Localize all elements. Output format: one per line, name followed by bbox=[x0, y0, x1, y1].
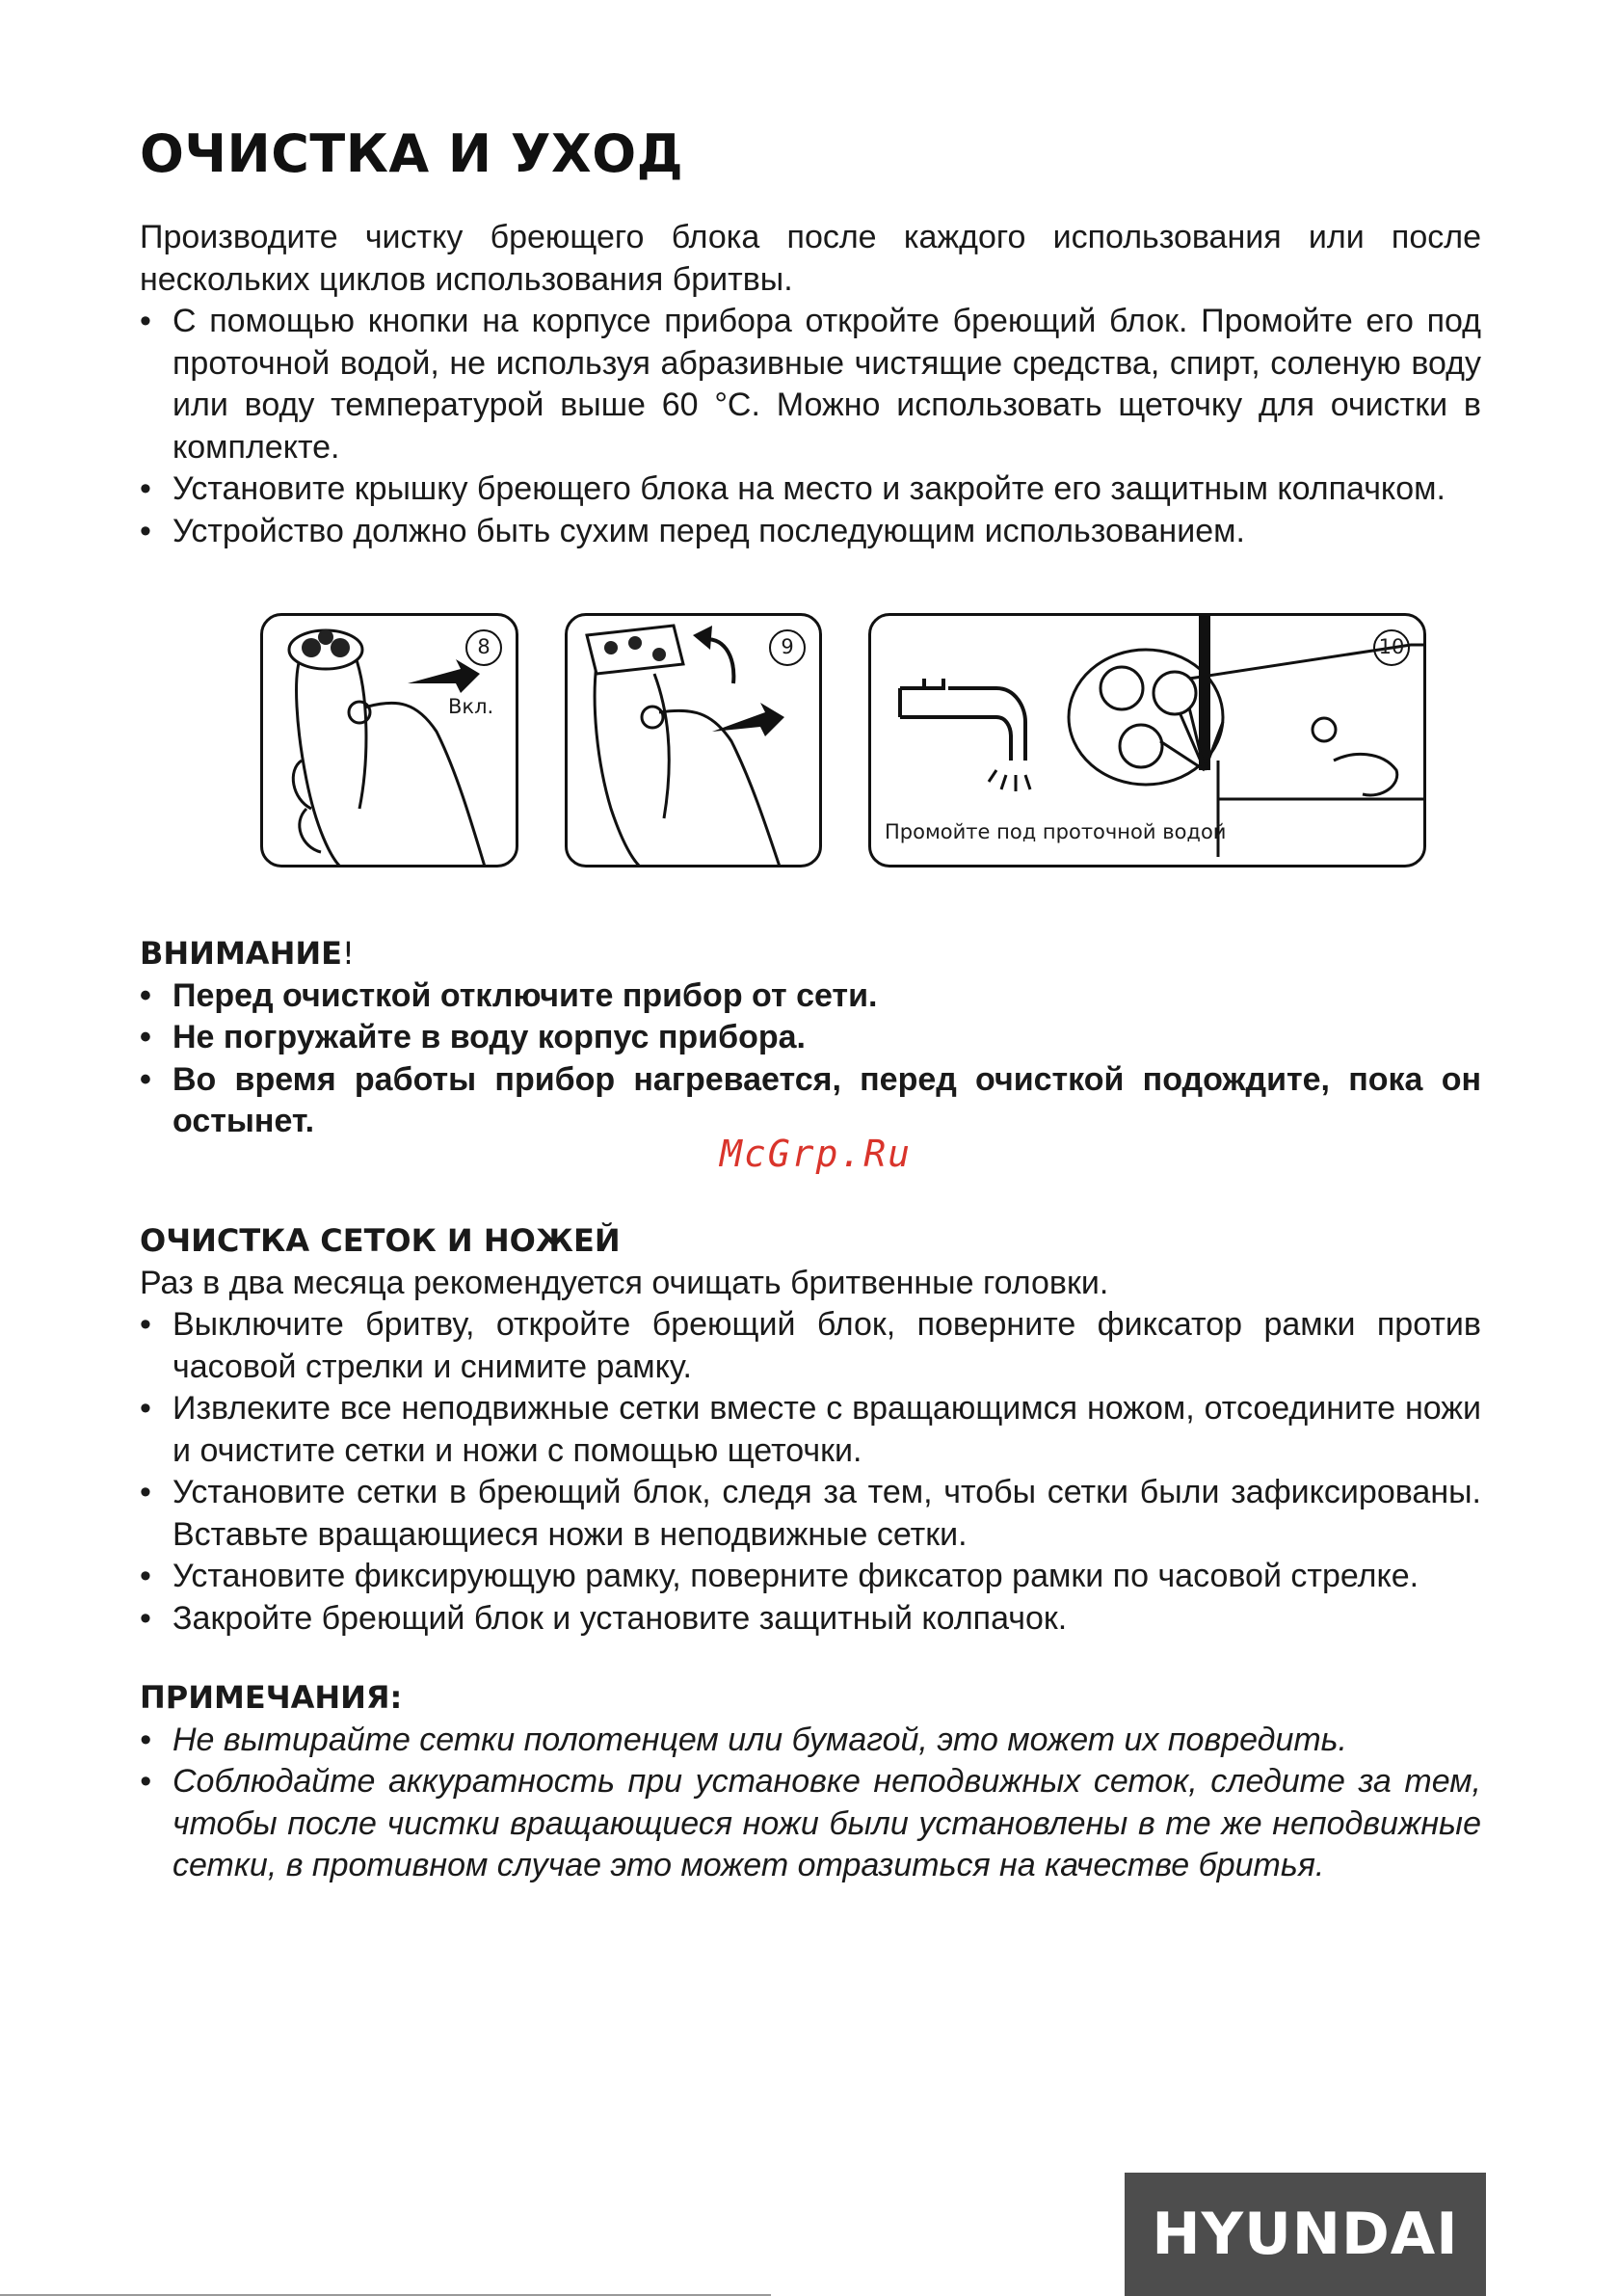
foils-list bbox=[140, 1304, 1481, 1640]
list-item: • Устройство должно быть сухим перед последующим использованием. bbox=[140, 511, 1481, 553]
bullet: • bbox=[140, 1060, 151, 1098]
list-item: • Установите сетки в бреющий блок, следя за тем, чтобы сетки были зафиксированы. Вставьте вращающиеся ножи в неподвижные сетки. bbox=[140, 1474, 1481, 1553]
figure-8 bbox=[260, 613, 518, 868]
notes-section bbox=[140, 1677, 1481, 1887]
list-item: • Не вытирайте сетки полотенцем или бумагой, это может их повредить. bbox=[140, 1720, 1481, 1762]
intro-section bbox=[140, 217, 1481, 552]
list-item: • Закройте бреющий блок и установите защитный колпачок. bbox=[140, 1598, 1481, 1641]
bullet: • bbox=[140, 1763, 151, 1800]
bullet: • bbox=[140, 1721, 151, 1758]
warning-list bbox=[140, 975, 1481, 1143]
bullet: • bbox=[140, 512, 151, 549]
figure-number: 9 bbox=[769, 629, 806, 666]
illustrations bbox=[260, 613, 1426, 869]
figure-label: Вкл. bbox=[448, 695, 494, 718]
list-item: • Не погружайте в воду корпус прибора. bbox=[140, 1017, 1481, 1059]
bullet: • bbox=[140, 1558, 151, 1594]
watermark: McGrp.Ru bbox=[720, 1133, 913, 1175]
bullet: • bbox=[140, 303, 151, 339]
list-item: • Перед очисткой отключите прибор от сети. bbox=[140, 975, 1481, 1018]
brand-logo: HYUNDAI bbox=[1125, 2173, 1486, 2296]
notes-list bbox=[140, 1720, 1481, 1887]
bullet: • bbox=[140, 1306, 151, 1343]
list-item: • Соблюдайте аккуратность при установке неподвижных сеток, следите за тем, чтобы после чистки вращающиеся ножи были установлены в те же неподвижные сетки, в противном случае это может отразиться на качестве бритья. bbox=[140, 1763, 1481, 1883]
warning-section bbox=[140, 933, 1481, 1143]
figure-number: 10 bbox=[1373, 629, 1410, 666]
figure-number: 8 bbox=[465, 629, 502, 666]
warning-heading: ВНИМАНИЕ! bbox=[140, 935, 355, 972]
foils-heading: ОЧИСТКА СЕТОК И НОЖЕЙ bbox=[140, 1222, 621, 1259]
list-item: • Установите фиксирующую рамку, поверните фиксатор рамки по часовой стрелке. bbox=[140, 1556, 1481, 1598]
bullet: • bbox=[140, 1599, 151, 1637]
bullet: • bbox=[140, 1474, 151, 1510]
intro-paragraph: Производите чистку бреющего блока после каждого использования или после нескольких циклов использования бритвы. bbox=[140, 219, 1481, 298]
figure-9 bbox=[565, 613, 822, 868]
notes-heading: ПРИМЕЧАНИЯ: bbox=[140, 1679, 403, 1716]
foils-section bbox=[140, 1220, 1481, 1640]
figure-10 bbox=[868, 613, 1426, 868]
list-item: • Извлеките все неподвижные сетки вместе с вращающимся ножом, отсоедините ножи и очистите сетки и ножи с помощью щеточки. bbox=[140, 1390, 1481, 1469]
bullet: • bbox=[140, 470, 151, 507]
bullet: • bbox=[140, 1390, 151, 1427]
list-item: • С помощью кнопки на корпусе прибора откройте бреющий блок. Промойте его под проточной водой, не используя абразивные чистящие средства, спирт, соленую воду или воду температурой выше 60 °С. Можно использовать щеточку для очистки в комплекте. bbox=[140, 303, 1481, 466]
list-item: • Выключите бритву, откройте бреющий блок, поверните фиксатор рамки против часовой стрелки и снимите рамку. bbox=[140, 1306, 1481, 1385]
figure-label: Промойте под проточной водой bbox=[885, 820, 1227, 843]
bullet: • bbox=[140, 1019, 151, 1055]
foils-intro: Раз в два месяца рекомендуется очищать бритвенные головки. bbox=[140, 1264, 1109, 1301]
list-item: • Установите крышку бреющего блока на место и закройте его защитным колпачком. bbox=[140, 468, 1481, 511]
list-item: • Во время работы прибор нагревается, перед очисткой подождите, пока он остынет. bbox=[140, 1060, 1481, 1139]
page-title: ОЧИСТКА И УХОД bbox=[140, 123, 684, 184]
bullet: • bbox=[140, 976, 151, 1014]
cleaning-steps-list bbox=[140, 301, 1481, 552]
